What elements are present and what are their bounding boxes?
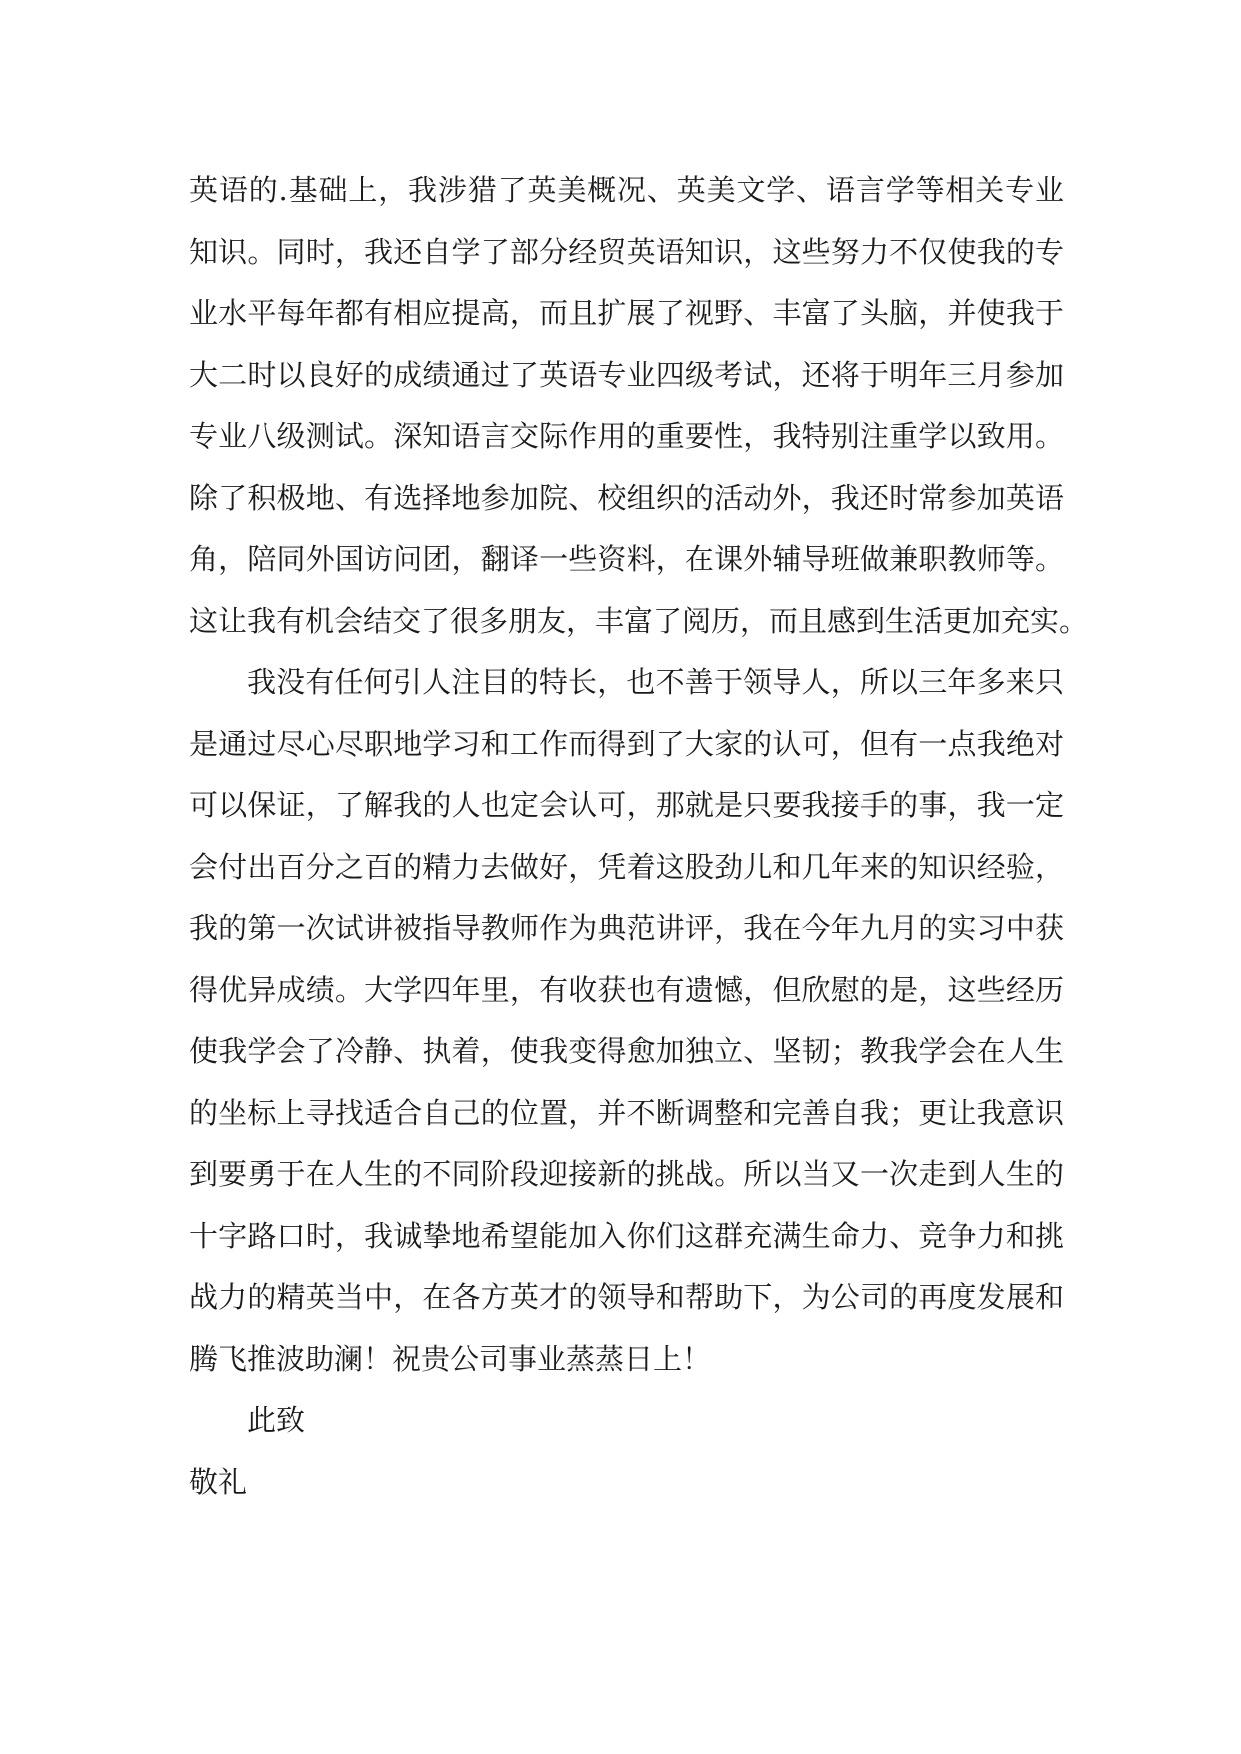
text-line: 战力的精英当中，在各方英才的领导和帮助下，为公司的再度发展和: [189, 1280, 1064, 1314]
text-line: 知识。同时，我还自学了部分经贸英语知识，这些努力不仅使我的专: [189, 234, 1064, 269]
text-line: 会付出百分之百的精力去做好，凭着这股劲儿和几年来的知识经验，: [189, 849, 1064, 884]
text-line: 英语的.基础上，我涉猎了英美概况、英美文学、语言学等相关专业: [189, 173, 1064, 207]
text-line: 专业八级测试。深知语言交际作用的重要性，我特别注重学以致用。: [189, 419, 1064, 453]
closing-salutation: 此致: [247, 1403, 306, 1437]
text-line: 大二时以良好的成绩通过了英语专业四级考试，还将于明年三月参加: [189, 357, 1064, 392]
paragraph-1: [189, 160, 1089, 652]
letter-body: [189, 160, 1089, 1513]
text-line: 使我学会了冷静、执着，使我变得愈加独立、坚韧；教我学会在人生: [189, 1034, 1064, 1068]
text-line: 可以保证，了解我的人也定会认可，那就是只要我接手的事，我一定: [189, 788, 1064, 822]
text-line: 业水平每年都有相应提高，而且扩展了视野、丰富了头脑，并使我于: [189, 296, 1064, 330]
text-line: 到要勇于在人生的不同阶段迎接新的挑战。所以当又一次走到人生的: [189, 1157, 1064, 1191]
text-line: 角，陪同外国访问团，翻译一些资料，在课外辅导班做兼职教师等。: [189, 542, 1064, 576]
text-line: 十字路口时，我诚挚地希望能加入你们这群充满生命力、竞争力和挑: [189, 1218, 1064, 1253]
paragraph-2: [189, 652, 1064, 1390]
text-line: 得优异成绩。大学四年里，有收获也有遗憾，但欣慰的是，这些经历: [189, 972, 1064, 1007]
text-line: 我的第一次试讲被指导教师作为典范讲评，我在今年九月的实习中获: [189, 911, 1064, 945]
text-line: 这让我有机会结交了很多朋友，丰富了阅历，而且感到生活更加充实。: [189, 603, 1089, 638]
text-line: 是通过尽心尽职地学习和工作而得到了大家的认可，但有一点我绝对: [189, 726, 1064, 761]
text-line: 的坐标上寻找适合自己的位置，并不断调整和完善自我；更让我意识: [189, 1095, 1064, 1130]
text-line: 除了积极地、有选择地参加院、校组织的活动外，我还时常参加英语: [189, 480, 1064, 515]
text-line: 我没有任何引人注目的特长，也不善于领导人，所以三年多来只: [247, 665, 1064, 699]
text-line: 腾飞推波助澜！祝贵公司事业蒸蒸日上！: [189, 1341, 712, 1376]
closing-regards: 敬礼: [189, 1464, 248, 1499]
